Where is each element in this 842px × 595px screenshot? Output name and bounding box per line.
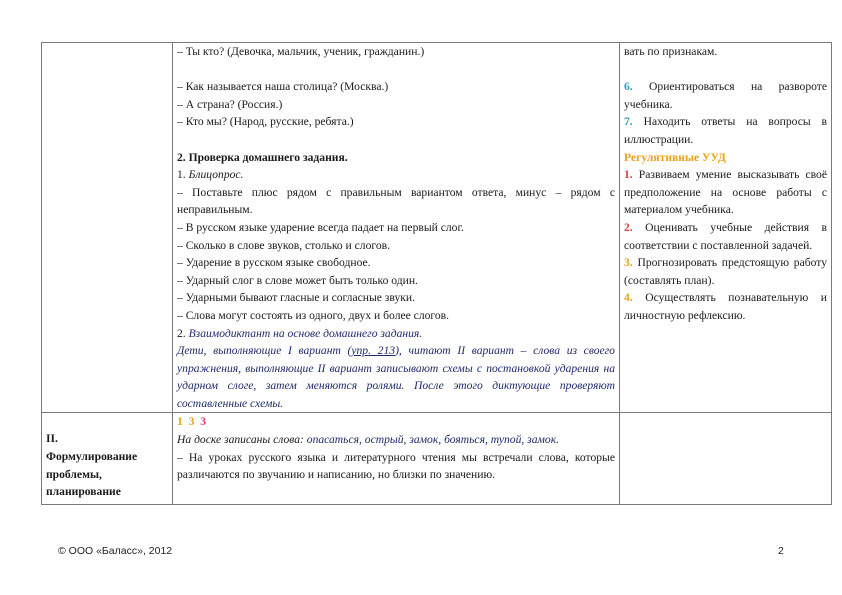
dialog-line: – Ты кто? (Девочка, мальчик, ученик, гражданин.) xyxy=(177,45,425,58)
skill-text: вать по признакам. xyxy=(624,45,718,58)
subsection-number: 1. xyxy=(177,168,189,182)
skill-item: 7. Находить ответы на вопросы в иллюстрации. xyxy=(624,115,827,146)
quiz-item: – Ударный слог в слове может быть только один. xyxy=(177,273,418,287)
stage-cell xyxy=(42,413,173,505)
skill-number: 6. xyxy=(624,80,633,94)
skills-cell-empty xyxy=(620,413,832,505)
subsection-name: Взаимодиктант на основе домашнего задания. xyxy=(188,326,423,340)
subsection-number: 2. xyxy=(177,326,189,340)
mark: 3 xyxy=(200,415,206,429)
skill-item: 3. Прогнозировать предстоящую работу (составлять план). xyxy=(624,256,827,287)
skill-number: 3. xyxy=(624,256,633,270)
dialog-line: – А страна? (Россия.) xyxy=(177,97,283,111)
skill-number: 7. xyxy=(624,115,633,129)
table-row xyxy=(42,43,832,413)
word-list: опасаться, острый, замок, бояться, тупой, замок xyxy=(306,433,557,447)
lesson-table xyxy=(41,42,832,505)
mark: 1 xyxy=(177,415,183,429)
stage-cell-empty xyxy=(42,43,173,413)
section-heading: 2. Проверка домашнего задания. xyxy=(177,150,348,164)
dictation-text: Дети, выполняющие I вариант (упр. 213), читают II вариант – слова из своего упражнения, выполняющие II вариант записывают схемы с постановкой ударения на ударном слоге, затем меняются ролями. После этого диктующие проверяют составленные схемы. xyxy=(177,344,615,410)
quiz-item: – В русском языке ударение всегда падает на первый слог. xyxy=(177,220,464,234)
quiz-item: – Сколько в слове звуков, столько и слогов. xyxy=(177,238,391,252)
skill-item: 2. Оценивать учебные действия в соответствии с поставленной задачей. xyxy=(624,220,827,252)
quiz-item: – Ударными бывают гласные и согласные звуки. xyxy=(177,291,415,305)
subsection-title xyxy=(177,325,615,343)
skill-item: 4. Осуществлять познавательную и личностную рефлексию. xyxy=(624,291,827,322)
quiz-item: – Слова могут состоять из одного, двух и более слогов. xyxy=(177,308,450,322)
stage-title: планирование xyxy=(46,485,121,499)
skill-number: 2. xyxy=(624,220,633,234)
skill-item: 1. Развиваем умение высказывать своё предположение на основе работы с материалом учебника. xyxy=(624,168,827,217)
subsection-name: Блицопрос. xyxy=(188,168,244,182)
stage-title: Формулирование xyxy=(46,450,138,464)
mark-row xyxy=(177,413,615,431)
table-row xyxy=(42,413,832,505)
activity-cell xyxy=(173,43,620,413)
exercise-reference: упр. 213 xyxy=(351,344,396,358)
subsection-title xyxy=(177,166,615,184)
stage-number: II. xyxy=(46,432,58,446)
quiz-item: – Ударение в русском языке свободное. xyxy=(177,256,371,270)
page-number: 2 xyxy=(778,545,784,557)
stage-title: проблемы, xyxy=(46,467,102,481)
activity-cell xyxy=(173,413,620,505)
skills-cell xyxy=(620,43,832,413)
skill-item: 6. Ориентироваться на развороте учебника. xyxy=(624,80,827,111)
dialog-line: – Как называется наша столица? (Москва.) xyxy=(177,80,389,94)
board-words: На доске записаны слова: опасаться, острый, замок, бояться, тупой, замок. xyxy=(177,433,560,447)
copyright: © ООО «Баласс», 2012 xyxy=(58,545,173,557)
dialog-line: – Кто мы? (Народ, русские, ребята.) xyxy=(177,115,354,129)
regulatory-heading: Регулятивные УУД xyxy=(624,150,726,164)
mark: 3 xyxy=(188,415,195,429)
skill-number: 1. xyxy=(624,168,633,182)
skill-number: 4. xyxy=(624,291,633,305)
lesson-text: – На уроках русского языка и литературного чтения мы встречали слова, которые различаются по звучанию и написанию, но близки по значению. xyxy=(177,450,615,482)
quiz-instruction: – Поставьте плюс рядом с правильным вариантом ответа, минус – рядом с неправильным. xyxy=(177,185,615,217)
